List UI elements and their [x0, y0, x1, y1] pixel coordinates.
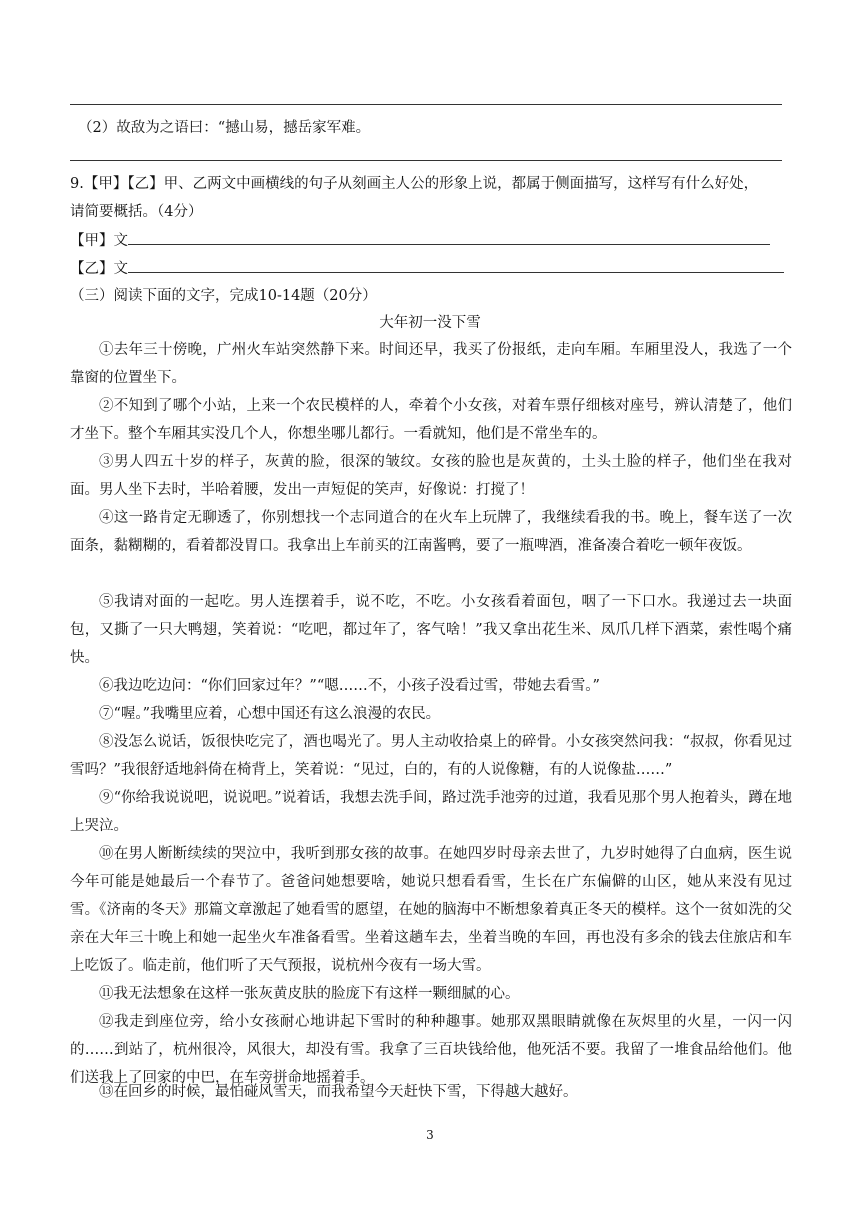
story-paragraph-13: ⑬在回乡的时候，最怕碰风雪天，而我希望今天赶快下雪，下得越大越好。	[99, 1084, 578, 1100]
question-8-part-2: （2）故敌为之语曰：“撼山易，撼岳家军难。	[78, 120, 371, 136]
answer-row-yi	[70, 258, 784, 279]
story-paragraph-1: ①去年三十傍晚，广州火车站突然静下来。时间还早，我买了份报纸，走向车厢。车厢里没人，我选了一个靠窗的位置坐下。	[70, 342, 792, 386]
answer-blank-yi[interactable]	[128, 258, 784, 273]
story-paragraph-2: ②不知到了哪个小站，上来一个农民模样的人，牵着个小女孩，对着车票仔细核对座号，辨认清楚了，他们才坐下。整个车厢其实没几个人，你想坐哪儿都行。一看就知，他们是不常坐车的。	[70, 398, 792, 442]
story-title: 大年初一没下雪	[379, 315, 481, 331]
answer-row-jia	[70, 230, 770, 251]
section-3-heading: （三）阅读下面的文字，完成10-14题（20分）	[70, 288, 377, 304]
story-paragraph-10: ⑩在男人断断续续的哭泣中，我听到那女孩的故事。在她四岁时母亲去世了，九岁时她得了白血病，医生说今年可能是她最后一个春节了。爸爸问她想要啥，她说只想看看雪，生长在广东偏僻的山区，她从来没有见过雪。《济南的冬天》那篇文章激起了她看雪的愿望，在她的脑海中不断想象着真正冬天的模样。这个一贫如洗的父亲在大年三十晚上和她一起坐火车准备看雪。坐着这趟车去，坐着当晚的车回，再也没有多余的钱去住旅店和车上吃饭了。临走前，他们听了天气预报，说杭州今夜有一场大雪。	[70, 846, 792, 974]
story-paragraph-9: ⑨“你给我说说吧，说说吧。”说着话，我想去洗手间，路过洗手池旁的过道，我看见那个男人抱着头，蹲在地上哭泣。	[70, 790, 792, 834]
story-paragraph-11: ⑪我无法想象在这样一张灰黄皮肤的脸庞下有这样一颗细腻的心。	[99, 986, 520, 1002]
page-number: 3	[426, 1128, 434, 1142]
question-9-line-2: 请简要概括。（4分）	[70, 204, 203, 220]
story-paragraph-3: ③男人四五十岁的样子，灰黄的脸，很深的皱纹。女孩的脸也是灰黄的，土头土脸的样子，他们坐在我对面。男人坐下去时，半哈着腰，发出一声短促的笑声，好像说：打搅了！	[70, 454, 792, 498]
story-paragraph-5: ⑤我请对面的一起吃。男人连摆着手，说不吃，不吃。小女孩看着面包，咽了一下口水。我递过去一块面包，又撕了一只大鸭翅，笑着说：“吃吧，都过年了，客气啥！”我又拿出花生米、凤爪几样下酒菜，索性喝个痛快。	[70, 594, 792, 666]
story-paragraph-6: ⑥我边吃边问：“你们回家过年？”“嗯……不，小孩子没看过雪，带她去看雪。”	[99, 678, 600, 694]
story-paragraph-4: ④这一路肯定无聊透了，你别想找一个志同道合的在火车上玩牌了，我继续看我的书。晚上，餐车送了一次面条，黏糊糊的，看着都没胃口。我拿出上车前买的江南酱鸭，要了一瓶啤酒，准备凑合着吃一顿年夜饭。	[70, 510, 792, 554]
question-9-line-1: 9.【甲】【乙】甲、乙两文中画横线的句子从刻画主人公的形象上说，都属于侧面描写，这样写有什么好处，	[70, 176, 759, 192]
answer-label-jia: 【甲】文	[70, 233, 128, 249]
story-paragraph-12: ⑫我走到座位旁，给小女孩耐心地讲起下雪时的种种趣事。她那双黑眼睛就像在灰烬里的火星，一闪一闪的……到站了，杭州很冷，风很大，却没有雪。我拿了三百块钱给他，他死活不要。我留了一堆食品给他们。他们送我上了回家的中巴，在车旁拼命地摇着手。	[70, 1014, 792, 1086]
answer-line	[70, 104, 782, 105]
answer-label-yi: 【乙】文	[70, 261, 128, 277]
answer-line	[70, 160, 782, 161]
story-paragraph-8: ⑧没怎么说话，饭很快吃完了，酒也喝光了。男人主动收拾桌上的碎骨。小女孩突然问我：“叔叔，你看见过雪吗？”我很舒适地斜倚在椅背上，笑着说：“见过，白的，有的人说像糖，有的人说像盐……”	[70, 734, 792, 778]
story-paragraph-7: ⑦“喔。”我嘴里应着，心想中国还有这么浪漫的农民。	[99, 706, 441, 722]
answer-blank-jia[interactable]	[128, 230, 770, 245]
